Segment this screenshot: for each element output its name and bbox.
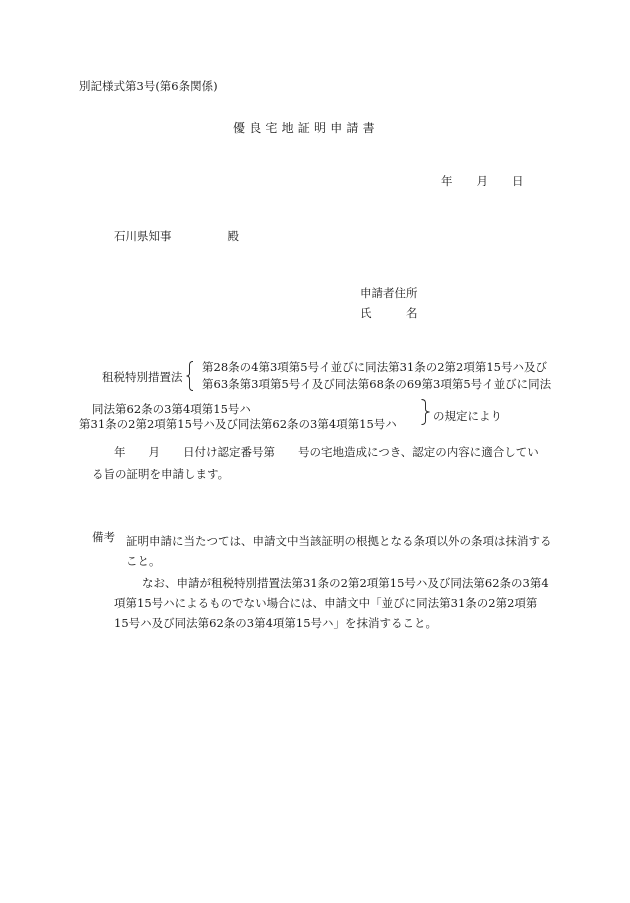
addressee: [114, 230, 239, 244]
date-line: [441, 175, 524, 189]
application-body: [92, 441, 552, 485]
date-day: 日: [512, 174, 524, 188]
law-label: 租税特別措置法: [102, 370, 183, 384]
document-title: 優良宅地証明申請書: [233, 121, 379, 135]
notes-section: [92, 531, 552, 633]
note-2: なお、申請が租税特別措置法第31条の2第2項第15号ハ及び同法第62条の3第4項第15号ハによるものでない場合には、申請文中「並びに同法第31条の2第2項第15号ハ及び同法第62条の3第4項第15号ハ」を抹消すること。: [114, 576, 549, 630]
form-number: 別記様式第3号(第6条関係): [79, 79, 218, 93]
applicant-block: [360, 287, 418, 327]
body-line1: 年 月 日付け認定番号第 号の宅地造成につき、認定の内容に適合してい: [114, 445, 539, 459]
addressee-name: 石川県知事: [114, 229, 172, 243]
applicant-address-label: 申請者住所: [360, 286, 418, 300]
addressee-honorific: 殿: [227, 229, 239, 243]
notes-label: 備考: [92, 530, 115, 544]
note-1: 証明申請に当たつては、申請文中当該証明の根拠となる条項以外の条項は抹消すること。: [126, 534, 552, 568]
applicant-name-label: 氏 名: [360, 306, 418, 320]
date-month: 月: [476, 174, 488, 188]
law-clause-line1: 第28条の4第3項第5号イ並びに同法第31条の2第2項第15号ハ及び: [202, 360, 547, 374]
clause-b: 第31条の2第2項第15号ハ及び同法第62条の3第4項第15号ハ: [79, 417, 397, 431]
left-brace: [186, 361, 194, 391]
law-clause: [202, 361, 551, 395]
body-line2: る旨の証明を申請します。: [92, 467, 230, 481]
date-year: 年: [441, 174, 453, 188]
law-clause-line2: 第63条第3項第5号イ及び同法第68条の69第3項第5号イ並びに同法: [202, 377, 552, 391]
right-brace: [421, 399, 430, 425]
clause-a: 同法第62条の3第4項第15号ハ: [92, 402, 251, 416]
rule-text: の規定により: [433, 409, 502, 423]
